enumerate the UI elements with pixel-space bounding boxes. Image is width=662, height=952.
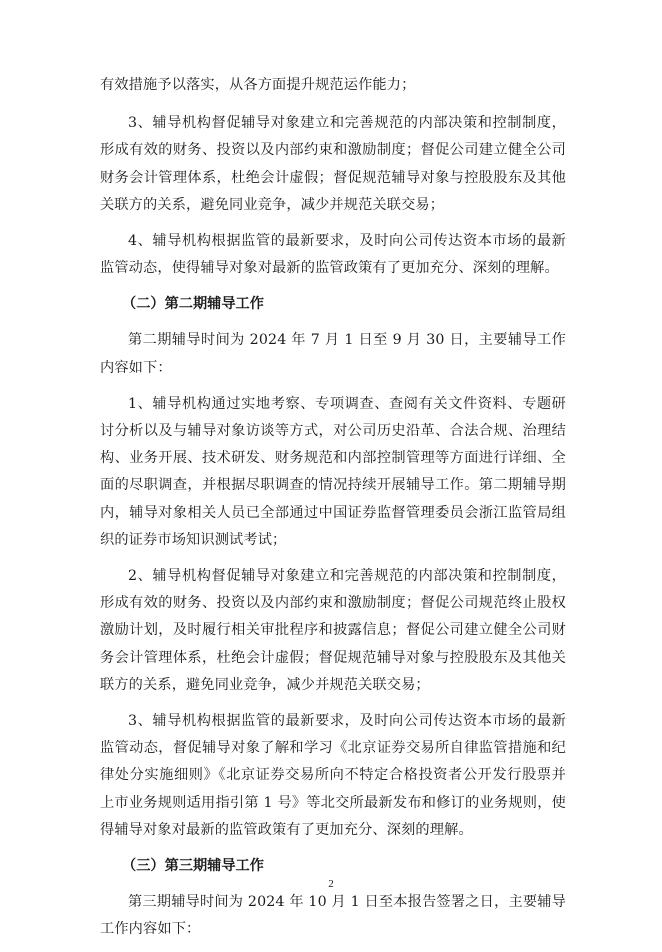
paragraph-phase-2-item-1: 1、辅导机构通过实地考察、专项调查、查阅有关文件资料、专题研讨分析以及与辅导对象访谈等方式，对公司历史沿革、合法合规、治理结构、业务开展、技术研发、财务规范和内部控制管理等方面进行详细、全面的尽职调查，并根据尽职调查的情况持续开展辅导工作。第二期辅导期内，辅导对象相关人员已全部通过中国证券监督管理委员会浙江监管局组织的证券市场知识测试考试；: [100, 395, 566, 548]
paragraph-phase-2-item-2: 2、辅导机构督促辅导对象建立和完善规范的内部决策和控制制度，形成有效的财务、投资以及内部约束和激励制度；督促公司规范终止股权激励计划，及时履行相关审批程序和披露信息；督促公司建立健全公司财务会计管理体系，杜绝会计虚假；督促规范辅导对象与控股股东及其他关联方的关系，避免同业竞争，减少并规范关联交易；: [100, 568, 566, 693]
page-number: 2: [328, 878, 334, 890]
paragraph-phase-3-intro: 第三期辅导时间为 2024 年 10 月 1 日至本报告签署之日，主要辅导工作内容如下：: [100, 894, 566, 938]
document-body: [100, 72, 566, 952]
paragraph-continuation: 有效措施予以落实，从各方面提升规范运作能力；: [100, 77, 416, 93]
paragraph-phase-2-intro: 第二期辅导时间为 2024 年 7 月 1 日至 9 月 30 日，主要辅导工作内容如下：: [100, 332, 566, 376]
section-heading-phase-3: （三）第三期辅导工作: [122, 858, 264, 875]
paragraph-item-3: 3、辅导机构督促辅导对象建立和完善规范的内部决策和控制制度，形成有效的财务、投资以及内部约束和激励制度；督促公司建立健全公司财务会计管理体系，杜绝会计虚假；督促规范辅导对象与控股股东及其他关联方的关系，避免同业竞争，减少并规范关联交易；: [100, 115, 566, 213]
paragraph-phase-2-item-3: 3、辅导机构根据监管的最新要求，及时向公司传达资本市场的最新监管动态，督促辅导对象了解和学习《北京证券交易所自律监管措施和纪律处分实施细则》《北京证券交易所向不特定合格投资者公开发行股票并上市业务规则适用指引第 1 号》等北交所最新发布和修订的业务规则，使得辅导对象对最新的监管政策有了更加充分、深刻的理解。: [100, 713, 566, 838]
section-heading-phase-2: （二）第二期辅导工作: [122, 296, 264, 313]
paragraph-item-4: 4、辅导机构根据监管的最新要求，及时向公司传达资本市场的最新监管动态，使得辅导对象对最新的监管政策有了更加充分、深刻的理解。: [100, 233, 566, 277]
